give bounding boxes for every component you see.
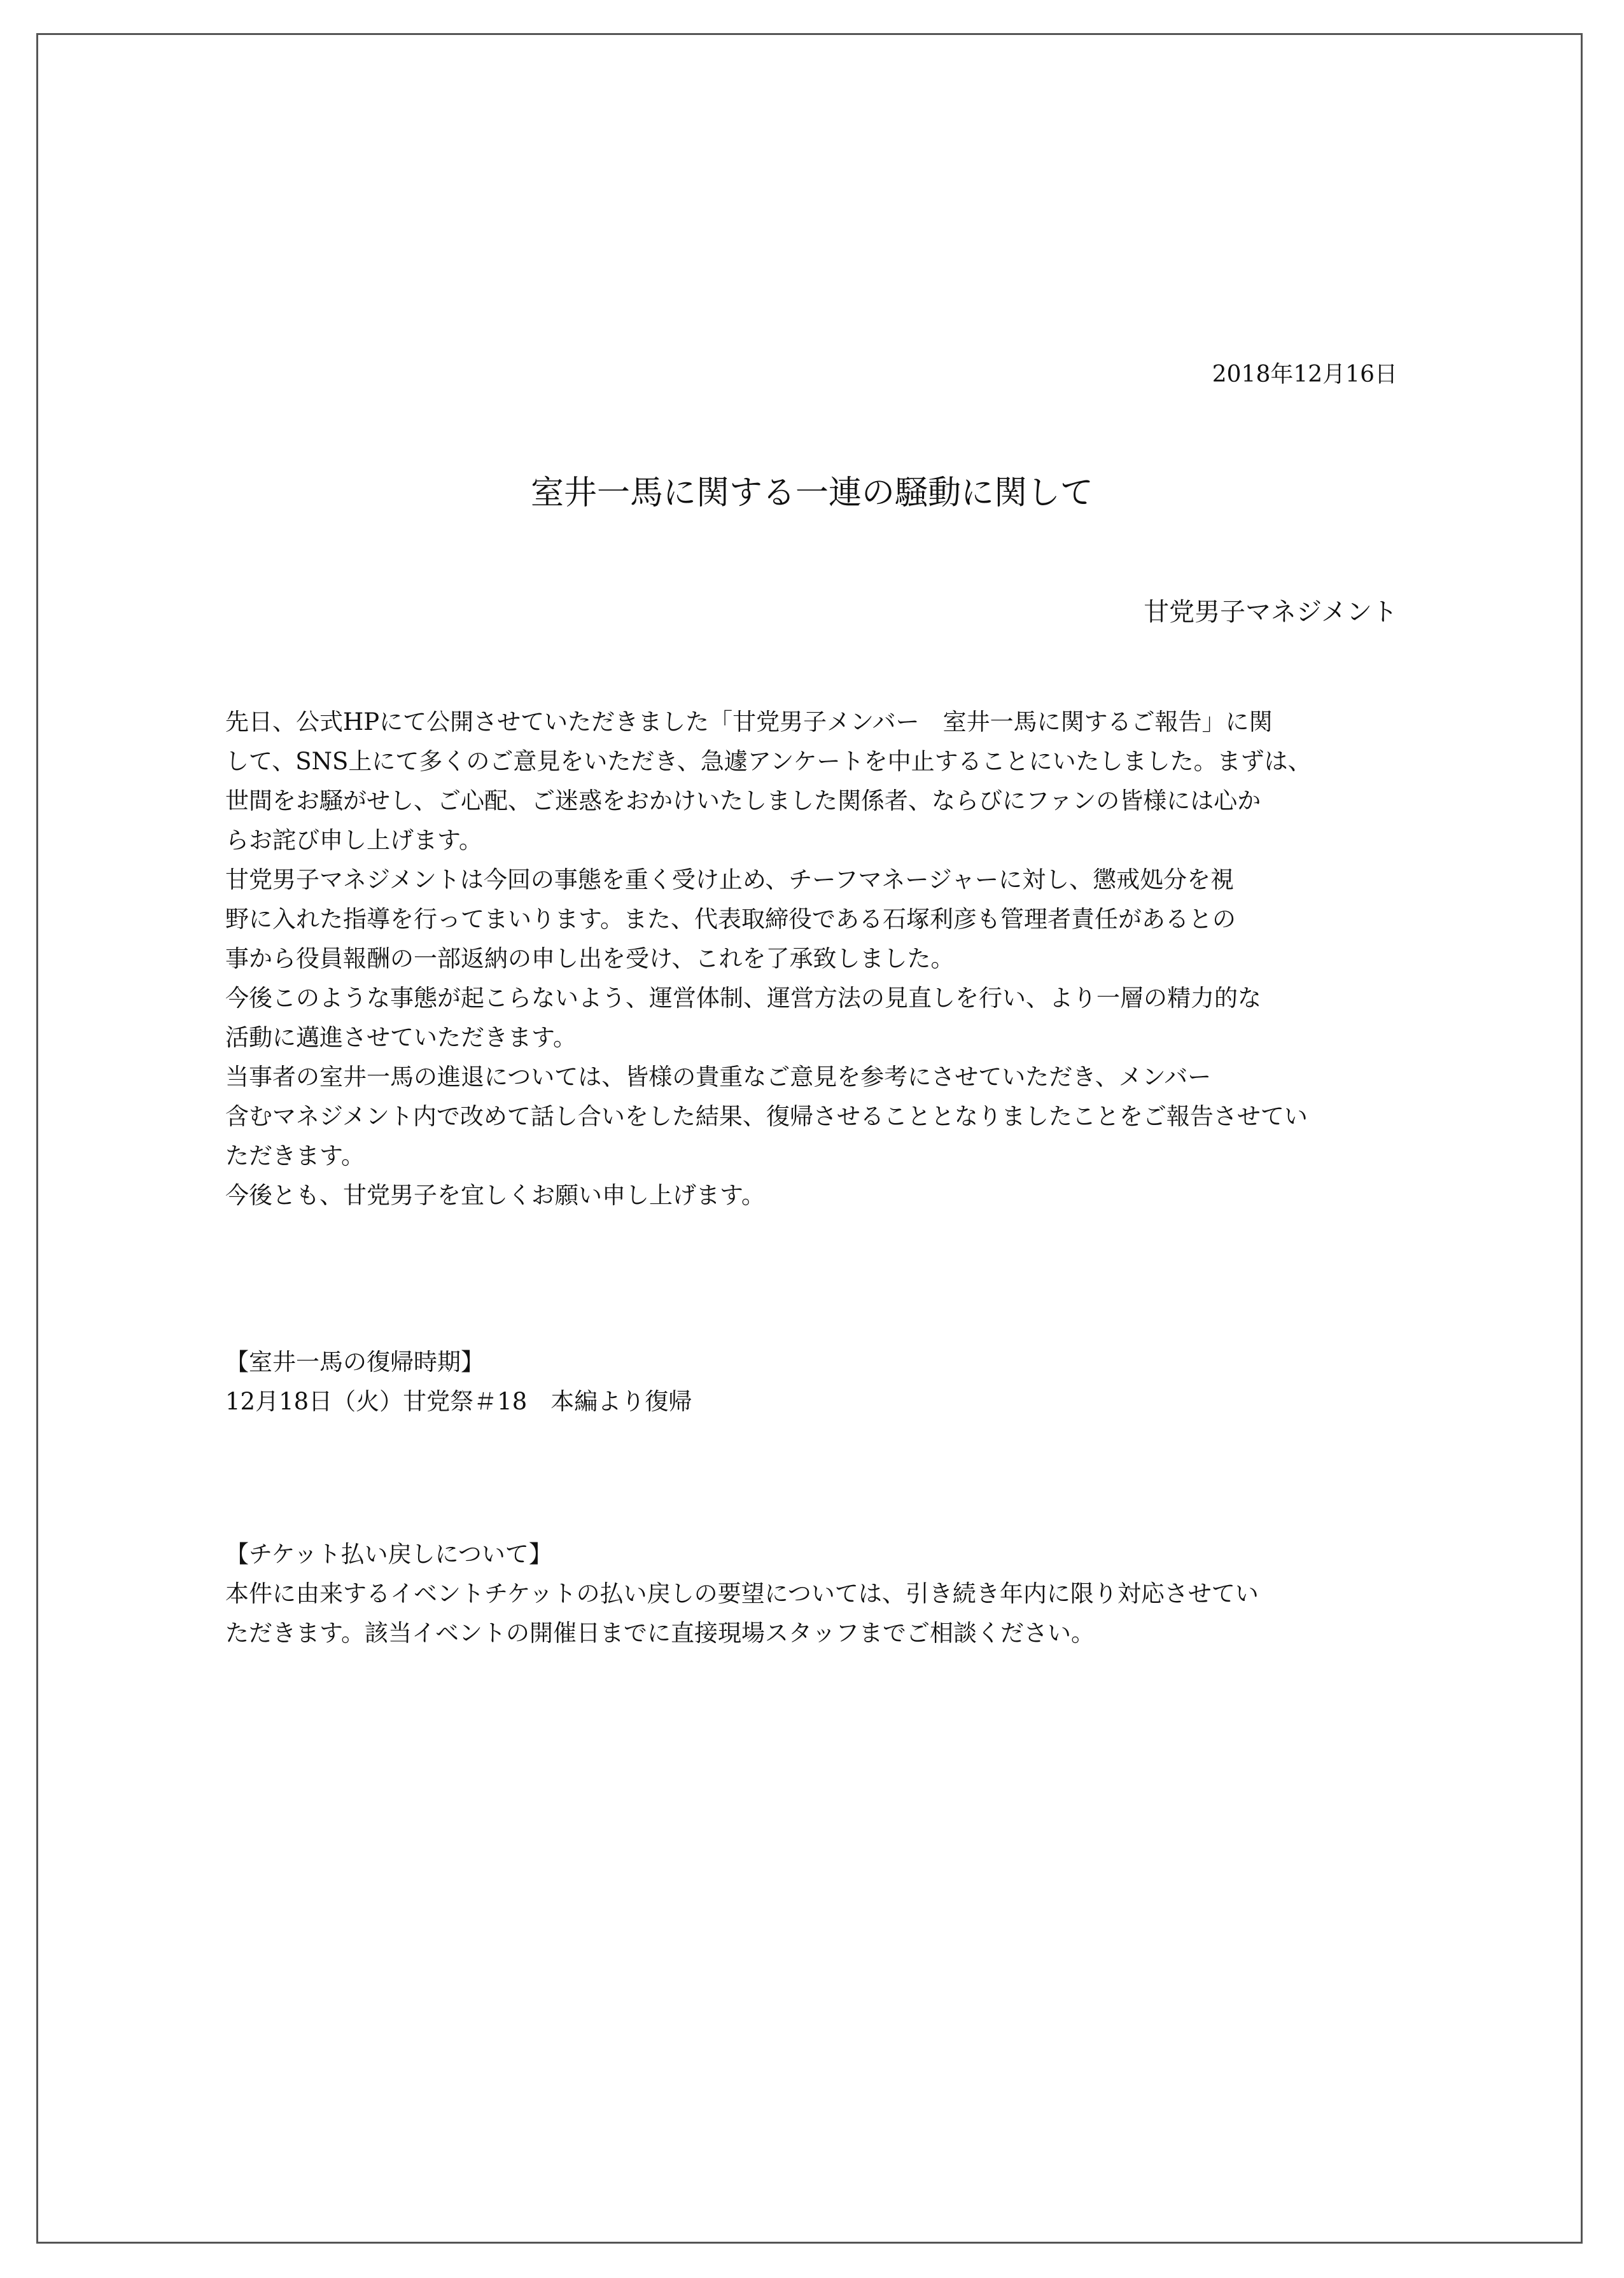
body-line: 先日、公式HPにて公開させていただきました「甘党男子メンバー 室井一馬に関するご報告」に関 bbox=[225, 708, 1273, 736]
body-line: ただきます。 bbox=[225, 1142, 365, 1170]
ticket-section-heading: 【チケット払い戻しについて】 bbox=[225, 1541, 552, 1568]
body-line: 野に入れた指導を行ってまいります。また、代表取締役である石塚利彦も管理者責任があるとの bbox=[225, 905, 1236, 933]
return-section bbox=[225, 1343, 1403, 1422]
body-line: 今後このような事態が起こらないよう、運営体制、運営方法の見直しを行い、より一層の精力的な bbox=[225, 984, 1261, 1012]
ticket-section-line: 本件に由来するイベントチケットの払い戻しの要望については、引き続き年内に限り対応させてい bbox=[225, 1580, 1259, 1607]
body-line: 事から役員報酬の一部返納の申し出を受け、これを了承致しました。 bbox=[225, 945, 955, 972]
body-line: 世間をお騒がせし、ご心配、ご迷惑をおかけいたしました関係者、ならびにファンの皆様には心か bbox=[225, 787, 1261, 814]
body-line: 含むマネジメント内で改めて話し合いをした結果、復帰させることとなりましたことをご報告させてい bbox=[225, 1103, 1308, 1130]
body-line: して、SNS上にて多くのご意見をいただき、急遽アンケートを中止することにいたしました。まずは、 bbox=[225, 748, 1312, 775]
document-title: 室井一馬に関する一連の騒動に関して bbox=[530, 474, 1093, 512]
return-section-heading: 【室井一馬の復帰時期】 bbox=[225, 1348, 484, 1376]
body-line: 今後とも、甘党男子を宜しくお願い申し上げます。 bbox=[225, 1182, 766, 1209]
document-date: 2018年12月16日 bbox=[1212, 361, 1397, 388]
statement-body bbox=[225, 702, 1403, 1215]
body-line: らお詫び申し上げます。 bbox=[225, 827, 483, 854]
body-line: 活動に邁進させていただきます。 bbox=[225, 1024, 577, 1051]
body-line: 甘党男子マネジメントは今回の事態を重く受け止め、チーフマネージャーに対し、懲戒処分を視 bbox=[225, 866, 1235, 893]
body-line: 当事者の室井一馬の進退については、皆様の貴重なご意見を参考にさせていただき、メンバー bbox=[225, 1063, 1212, 1091]
ticket-section bbox=[225, 1535, 1403, 1653]
ticket-section-line: ただきます。該当イベントの開催日までに直接現場スタッフまでご相談ください。 bbox=[225, 1619, 1095, 1647]
issuing-organization: 甘党男子マネジメント bbox=[1144, 597, 1397, 627]
return-section-detail: 12月18日（火）甘党祭＃18 本編より復帰 bbox=[225, 1388, 692, 1415]
